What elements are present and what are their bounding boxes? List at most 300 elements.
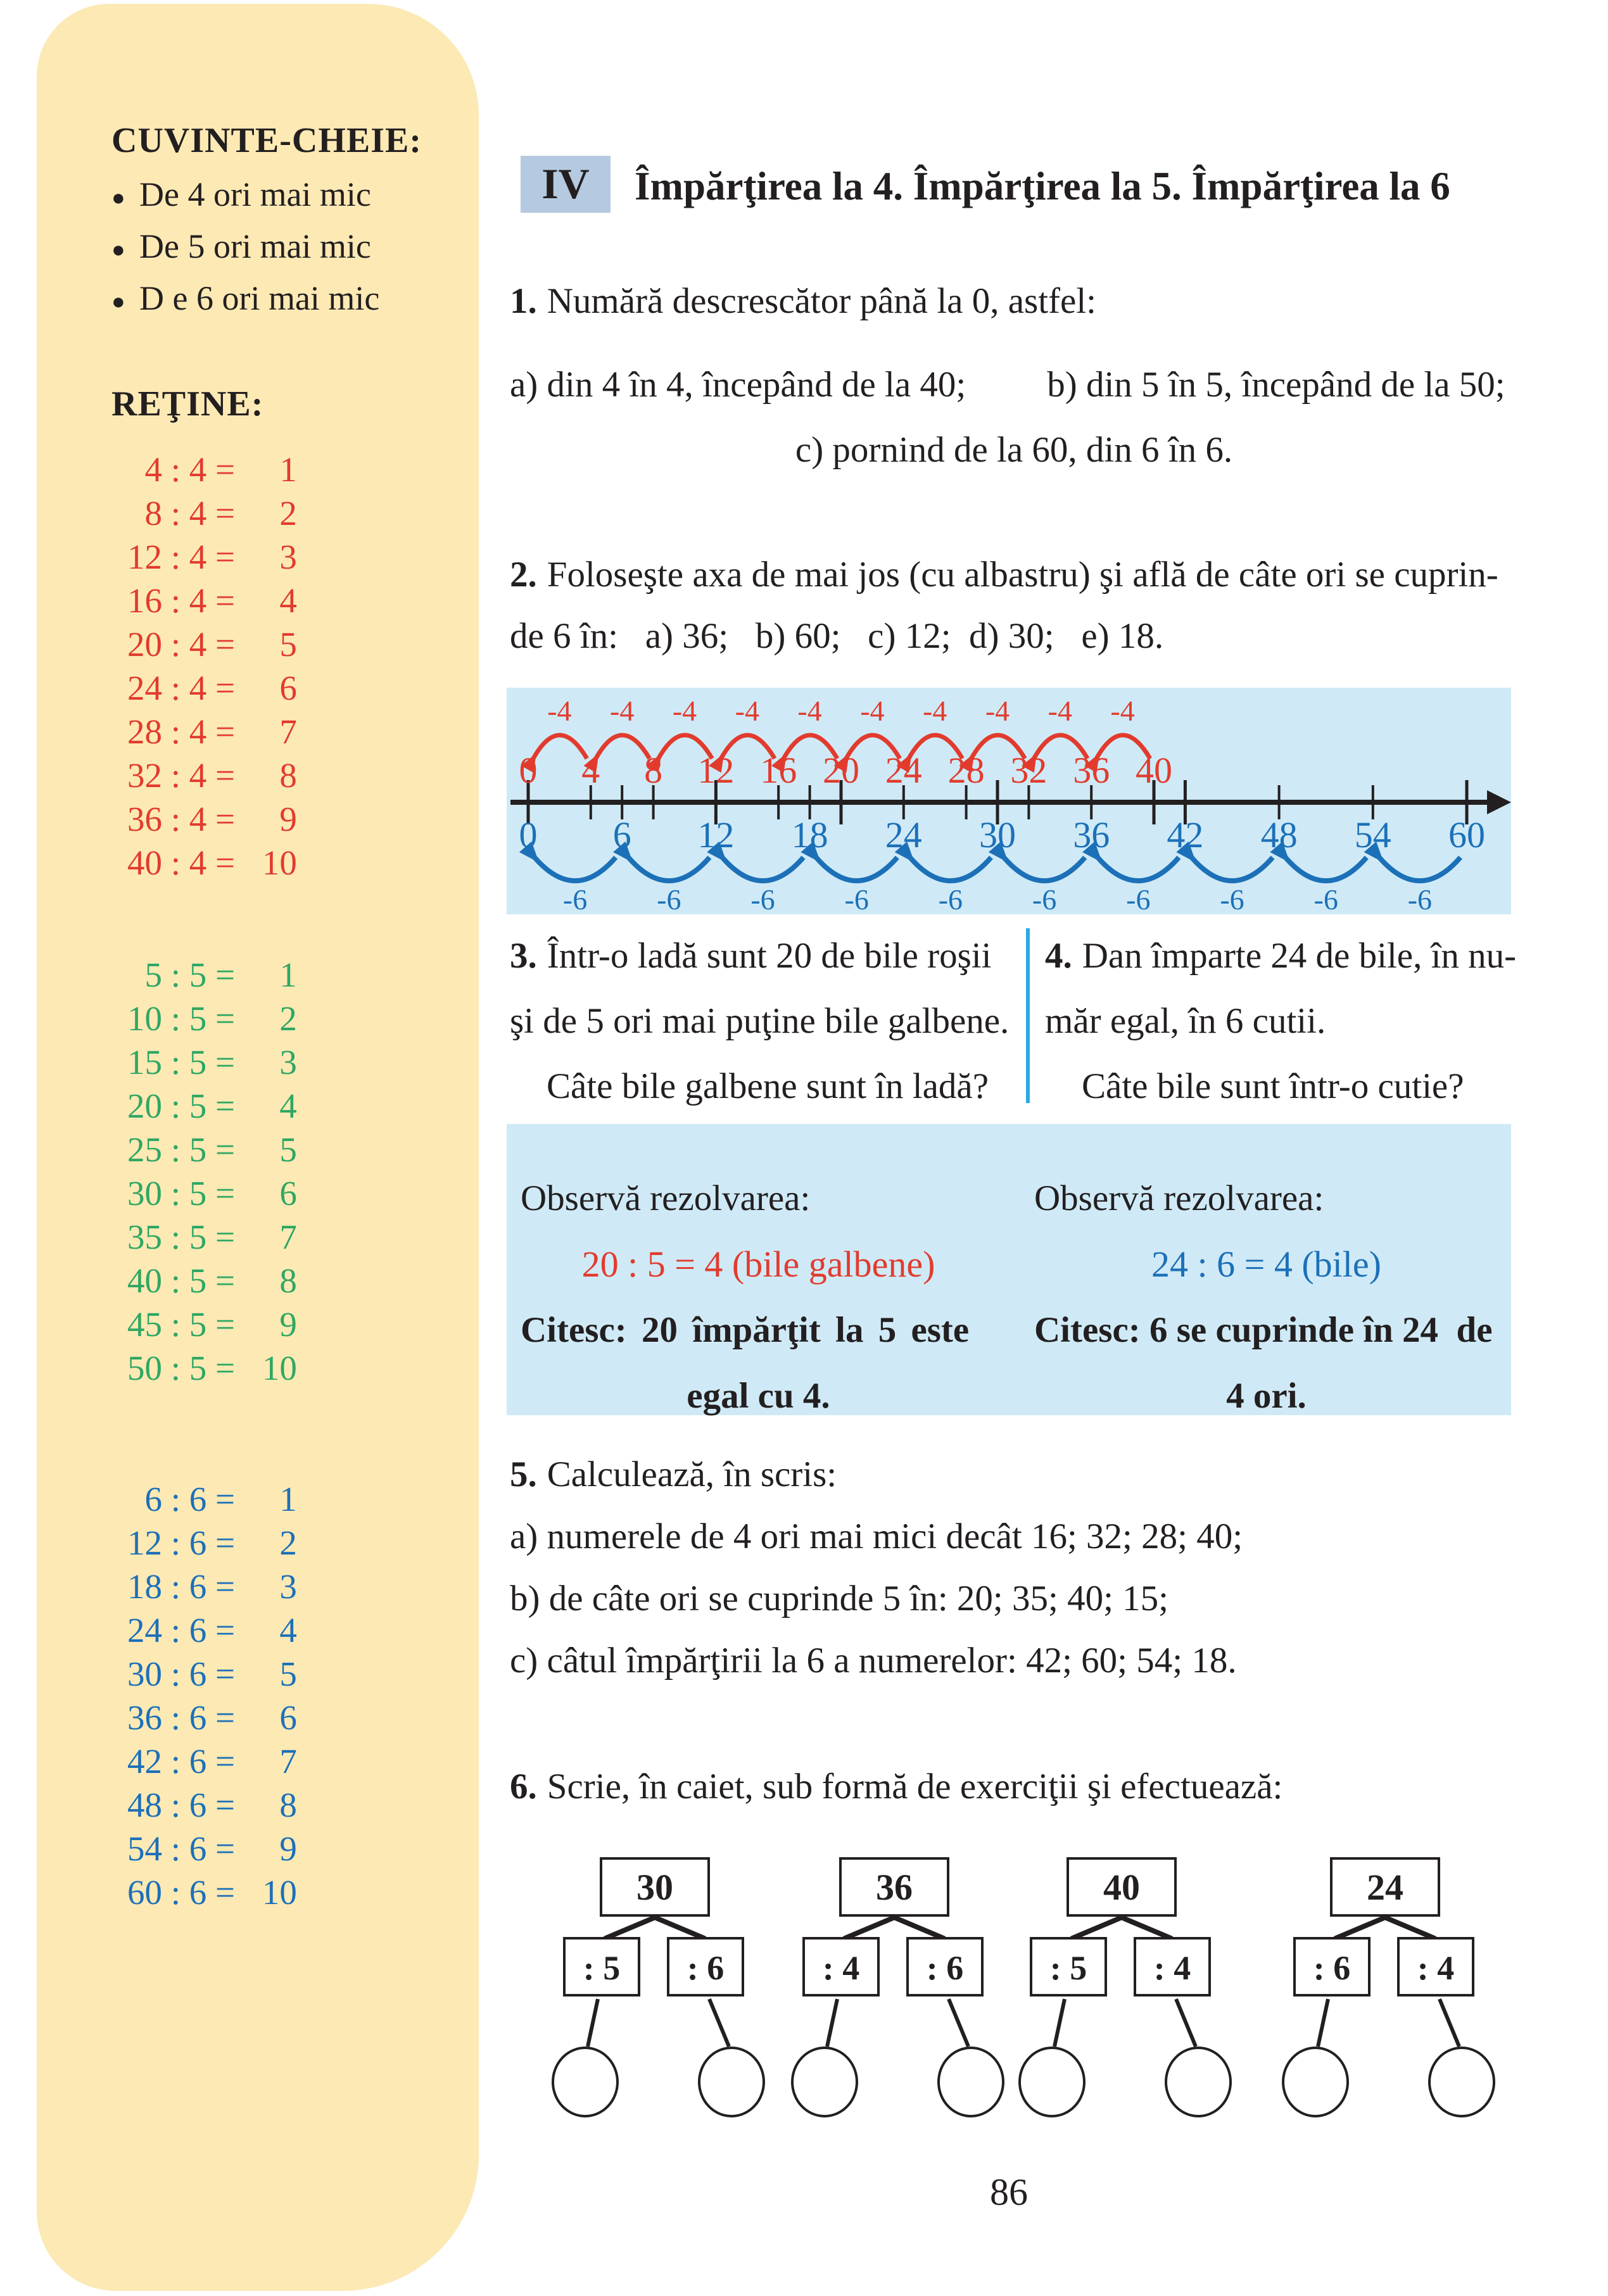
division-fact-row <box>111 1739 460 1783</box>
dividend: 42 <box>127 1742 162 1781</box>
exercise-3-question: Câte bile galbene sunt în ladă? <box>547 1066 989 1106</box>
equals: = <box>206 843 244 883</box>
quotient: 1 <box>279 956 297 995</box>
equals: = <box>206 1567 244 1606</box>
operator: : <box>162 1349 189 1388</box>
operator: : <box>162 494 189 533</box>
quotient: 1 <box>279 450 297 489</box>
dividend: 20 <box>127 1087 162 1126</box>
connector-line <box>1440 1999 1459 2047</box>
dividend: 24 <box>127 1611 162 1650</box>
division-fact-row <box>111 579 460 622</box>
quotient: 4 <box>279 581 297 621</box>
red-axis-number: 36 <box>1073 750 1110 791</box>
red-axis-number: 16 <box>760 750 797 791</box>
equals: = <box>206 1480 244 1519</box>
division-fact-row <box>111 1870 460 1914</box>
operator: : <box>162 1698 189 1738</box>
exercise-text: Scrie, în caiet, sub formă de exerciţii şi efectuează: <box>547 1767 1283 1807</box>
tree-divisor-label: : 4 <box>822 1949 860 1987</box>
quotient: 5 <box>279 1655 297 1694</box>
equals: = <box>206 756 244 795</box>
red-axis-number: 20 <box>823 750 859 791</box>
equals: = <box>206 538 244 577</box>
red-jump-label: -4 <box>610 695 635 727</box>
solution-reading-line1: Citesc: 6 se cuprinde în 24 de <box>1034 1310 1493 1350</box>
quotient: 6 <box>279 669 297 708</box>
solution-reading-line2: 4 ori. <box>1226 1376 1307 1416</box>
equals: = <box>206 1611 244 1650</box>
quotient: 9 <box>279 800 297 839</box>
exercise-5-item-a: a) numerele de 4 ori mai mici decât 16; 32; 28; 40; <box>510 1517 1243 1556</box>
divisor: 6 <box>189 1698 207 1738</box>
dividend: 4 <box>144 450 162 489</box>
dividend: 54 <box>127 1829 162 1869</box>
operator: : <box>162 625 189 664</box>
operator: : <box>162 1567 189 1606</box>
tree-top-number: 40 <box>1103 1867 1140 1908</box>
quotient: 2 <box>279 1523 297 1563</box>
exercise-3-line2: şi de 5 ori mai puţine bile galbene. <box>510 1001 1010 1041</box>
blue-jump-label: -6 <box>1314 883 1338 914</box>
result-circle <box>939 2048 1003 2116</box>
dividend: 10 <box>127 999 162 1038</box>
equals: = <box>206 494 244 533</box>
equals: = <box>206 625 244 664</box>
blue-jump-arc <box>1098 857 1179 881</box>
red-jump-label: -4 <box>1110 695 1135 727</box>
exercise-item-a: a) din 4 în 4, începând de la 40; <box>510 365 966 405</box>
blue-jump-arc <box>1004 857 1085 881</box>
division-tree-figure <box>519 1855 1520 2153</box>
quotient: 8 <box>279 1786 297 1825</box>
result-circle <box>792 2048 857 2116</box>
blue-jump-label: -6 <box>938 883 963 914</box>
exercise-5-item-b: b) de câte ori se cuprinde 5 în: 20; 35; 40; 15; <box>510 1579 1168 1618</box>
divisor: 6 <box>189 1655 207 1694</box>
divisor: 5 <box>189 999 207 1038</box>
divisor: 4 <box>189 538 207 577</box>
divisor: 5 <box>189 1261 207 1301</box>
red-jump-arc <box>596 735 650 759</box>
division-table-6 <box>111 1477 460 1914</box>
dividend: 50 <box>127 1349 162 1388</box>
operator: : <box>162 1305 189 1344</box>
connector-line <box>1054 1999 1065 2047</box>
divisor: 4 <box>189 843 207 883</box>
quotient: 3 <box>279 1567 297 1606</box>
division-fact-row <box>111 1521 460 1565</box>
operator: : <box>162 1742 189 1781</box>
operator: : <box>162 956 189 995</box>
dividend: 32 <box>127 756 162 795</box>
equals: = <box>206 712 244 752</box>
operator: : <box>162 1786 189 1825</box>
red-jump-arc <box>533 735 587 759</box>
blue-jump-label: -6 <box>1407 883 1433 914</box>
division-fact-row <box>111 1040 460 1084</box>
exercise-4-line1: 4. Dan împarte 24 de bile, în nu- <box>1045 936 1517 976</box>
red-jump-label: -4 <box>923 695 947 727</box>
red-axis-number: 28 <box>947 750 985 791</box>
red-axis-number: 40 <box>1136 750 1172 791</box>
branch-line <box>1336 1918 1384 1938</box>
exercise-1-lead <box>510 279 1096 324</box>
result-circle <box>553 2048 617 2116</box>
tree-divisor-label: : 6 <box>687 1949 725 1987</box>
blue-axis-number: 30 <box>979 814 1016 855</box>
blue-jump-label: -6 <box>1032 883 1057 914</box>
divisor: 5 <box>189 1349 207 1388</box>
exercise-2-line2: de 6 în: a) 36; b) 60; c) 12; d) 30; e) 18. <box>510 616 1164 656</box>
equals: = <box>206 1523 244 1563</box>
quotient: 8 <box>279 1261 297 1301</box>
equals: = <box>206 1043 244 1082</box>
solution-right <box>1009 1124 1511 1415</box>
division-fact-row <box>111 1477 460 1521</box>
divisor: 5 <box>189 1043 207 1082</box>
dividend: 35 <box>127 1218 162 1257</box>
dividend: 60 <box>127 1873 162 1912</box>
exercise-2-line1 <box>510 552 1523 598</box>
division-fact-row <box>111 1084 460 1128</box>
operator: : <box>162 756 189 795</box>
division-fact-row <box>111 1608 460 1652</box>
numberline-panel <box>507 688 1511 914</box>
quotient: 4 <box>279 1611 297 1650</box>
division-fact-row <box>111 754 460 797</box>
blue-jump-label: -6 <box>1220 883 1244 914</box>
connector-line <box>709 1999 729 2047</box>
operator: : <box>162 1043 189 1082</box>
exercise-4 <box>1045 923 1519 1119</box>
branch-line <box>656 1918 704 1938</box>
division-fact-row <box>111 1696 460 1739</box>
solution-reading-line2: egal cu 4. <box>687 1376 830 1416</box>
result-circle <box>699 2048 764 2116</box>
dividend: 20 <box>127 625 162 664</box>
operator: : <box>162 1655 189 1694</box>
operator: : <box>162 1523 189 1563</box>
equals: = <box>206 1174 244 1213</box>
operator: : <box>162 843 189 883</box>
exercise-number: 1. <box>510 281 537 321</box>
red-jump-label: -4 <box>797 695 822 727</box>
dividend: 24 <box>127 669 162 708</box>
page-title: Împărţirea la 4. Împărţirea la 5. Împărţirea la 6 <box>635 164 1450 208</box>
equals: = <box>206 1218 244 1257</box>
branch-line <box>605 1918 654 1938</box>
dividend: 25 <box>127 1130 162 1170</box>
red-axis-number: 0 <box>519 750 538 791</box>
axis-arrow-icon <box>1487 790 1511 814</box>
blue-jump-label: -6 <box>1126 883 1151 914</box>
dividend: 48 <box>127 1786 162 1825</box>
dividend: 18 <box>127 1567 162 1606</box>
tree-divisor-label: : 5 <box>1049 1949 1087 1987</box>
connector-line <box>588 1999 598 2047</box>
tree-group <box>553 1858 764 2116</box>
red-axis-number: 32 <box>1010 750 1048 791</box>
blue-axis-number: 0 <box>519 814 538 855</box>
red-axis-number: 8 <box>644 750 663 791</box>
blue-jump-arc <box>816 857 897 881</box>
blue-jump-arc <box>628 857 709 881</box>
tree-divisor-label: : 6 <box>1313 1949 1351 1987</box>
division-fact-row <box>111 710 460 754</box>
equals: = <box>206 1698 244 1738</box>
connector-line <box>1176 1999 1196 2047</box>
blue-axis-number: 36 <box>1073 814 1110 855</box>
divisor: 4 <box>189 669 207 708</box>
keywords-list <box>111 170 460 326</box>
division-fact-row <box>111 491 460 535</box>
equals: = <box>206 1087 244 1126</box>
division-table-4 <box>111 448 460 885</box>
exercise-number: 3. <box>510 936 537 976</box>
keyword-item <box>111 274 460 326</box>
division-fact-row <box>111 666 460 710</box>
dividend: 28 <box>127 712 162 752</box>
division-fact-row <box>111 953 460 997</box>
tree-divisor-label: : 4 <box>1417 1949 1455 1987</box>
keyword-label: De 5 ori mai mic <box>139 227 371 266</box>
red-axis-number: 24 <box>885 750 922 791</box>
quotient: 6 <box>279 1174 297 1213</box>
operator: : <box>162 1130 189 1170</box>
red-jump-label: -4 <box>985 695 1010 727</box>
tree-group <box>792 1858 1003 2116</box>
divisor: 6 <box>189 1611 207 1650</box>
divisor: 4 <box>189 494 207 533</box>
quotient: 2 <box>279 999 297 1038</box>
branch-line <box>1123 1918 1171 1938</box>
division-fact-row <box>111 1215 460 1259</box>
division-fact-row <box>111 448 460 491</box>
keyword-label: De 4 ori mai mic <box>139 175 371 213</box>
equals: = <box>206 581 244 621</box>
quotient: 5 <box>279 625 297 664</box>
division-fact-row <box>111 1783 460 1827</box>
divisor: 4 <box>189 800 207 839</box>
blue-jump-label: -6 <box>750 883 775 914</box>
tree-divisor-label: : 4 <box>1153 1949 1191 1987</box>
numberline-figure <box>507 688 1511 914</box>
exercise-4-line2: măr egal, în 6 cutii. <box>1045 1001 1326 1041</box>
exercise-text: Foloseşte axa de mai jos (cu albastru) şi află de câte ori se cuprin- <box>547 555 1498 595</box>
dividend: 12 <box>127 1523 162 1563</box>
exercise-5-item-c: c) câtul împărţirii la 6 a numerelor: 42; 60; 54; 18. <box>510 1641 1237 1681</box>
exercise-4-question: Câte bile sunt într-o cutie? <box>1082 1066 1464 1106</box>
divisor: 4 <box>189 756 207 795</box>
solution-heading: Observă rezolvarea: <box>521 1178 811 1218</box>
result-circle <box>1166 2048 1231 2116</box>
divisor: 6 <box>189 1523 207 1563</box>
dividend: 6 <box>144 1480 162 1519</box>
red-axis-number: 12 <box>697 750 735 791</box>
quotient: 6 <box>279 1698 297 1738</box>
dividend: 12 <box>127 538 162 577</box>
keyword-item <box>111 222 460 274</box>
blue-jump-arc <box>535 857 616 881</box>
branch-line <box>896 1918 944 1938</box>
division-fact-row <box>111 1827 460 1870</box>
keywords-title: CUVINTE-CHEIE: <box>111 121 422 160</box>
result-circle <box>1020 2048 1084 2116</box>
equals: = <box>206 999 244 1038</box>
red-jump-label: -4 <box>547 695 572 727</box>
connector-line <box>949 1999 968 2047</box>
retine-title: REŢINE: <box>111 384 264 424</box>
bullet-icon: ● <box>111 289 125 315</box>
equals: = <box>206 669 244 708</box>
exercise-number: 4. <box>1045 936 1072 976</box>
exercise-number: 5. <box>510 1454 537 1494</box>
operator: : <box>162 1261 189 1301</box>
division-fact-row <box>111 1565 460 1608</box>
division-fact-row <box>111 1128 460 1171</box>
result-circle <box>1429 2048 1494 2116</box>
divisor: 5 <box>189 1087 207 1126</box>
exercise-1-items-ab <box>510 362 1505 408</box>
exercise-3-line1: 3. Într-o ladă sunt 20 de bile roşii <box>510 936 992 976</box>
keyword-item <box>111 170 460 222</box>
solution-left <box>507 1124 1009 1415</box>
keywords-sidebar <box>37 4 479 2291</box>
tree-top-number: 30 <box>636 1867 673 1908</box>
operator: : <box>162 1611 189 1650</box>
quotient: 2 <box>279 494 297 533</box>
equals: = <box>206 1786 244 1825</box>
quotient: 3 <box>279 1043 297 1082</box>
dividend: 16 <box>127 581 162 621</box>
blue-jump-arc <box>1191 857 1272 881</box>
divisor: 5 <box>189 1218 207 1257</box>
division-table-5 <box>111 953 460 1390</box>
divisor: 4 <box>189 712 207 752</box>
blue-axis-number: 24 <box>885 814 922 855</box>
equals: = <box>206 1873 244 1912</box>
divisor: 4 <box>189 581 207 621</box>
division-fact-row <box>111 1259 460 1303</box>
operator: : <box>162 712 189 752</box>
division-tree-diagram <box>519 1855 1520 2153</box>
branch-line <box>845 1918 893 1938</box>
divisor: 6 <box>189 1829 207 1869</box>
operator: : <box>162 1480 189 1519</box>
dividend: 40 <box>127 843 162 883</box>
column-divider <box>1026 928 1030 1103</box>
red-jump-label: -4 <box>672 695 697 727</box>
tree-divisor-label: : 6 <box>926 1949 964 1987</box>
branch-line <box>1072 1918 1120 1938</box>
bullet-icon: ● <box>111 185 125 211</box>
divisor: 6 <box>189 1480 207 1519</box>
division-fact-row <box>111 1652 460 1696</box>
quotient: 4 <box>279 1087 297 1126</box>
blue-jump-arc <box>910 857 991 881</box>
result-circle <box>1283 2048 1348 2116</box>
blue-jump-arc <box>1286 857 1367 881</box>
solution-reading-line1: Citesc: 20 împărţit la 5 este <box>521 1310 970 1350</box>
solution-panel <box>507 1124 1511 1415</box>
exercise-5 <box>510 1444 1523 1692</box>
blue-axis-number: 54 <box>1354 814 1391 855</box>
quotient: 1 <box>279 1480 297 1519</box>
dividend: 36 <box>127 800 162 839</box>
chapter-badge: IV <box>521 156 611 213</box>
division-fact-row <box>111 841 460 885</box>
equals: = <box>206 1655 244 1694</box>
operator: : <box>162 538 189 577</box>
equals: = <box>206 450 244 489</box>
solution-formula: 20 : 5 = 4 (bile galbene) <box>581 1244 935 1285</box>
quotient: 3 <box>279 538 297 577</box>
dividend: 45 <box>127 1305 162 1344</box>
divisor: 6 <box>189 1742 207 1781</box>
dividend: 8 <box>144 494 162 533</box>
divisor: 5 <box>189 956 207 995</box>
blue-jump-label: -6 <box>844 883 869 914</box>
divisor: 4 <box>189 450 207 489</box>
divisor: 6 <box>189 1873 207 1912</box>
blue-axis-number: 48 <box>1260 814 1298 855</box>
dividend: 40 <box>127 1261 162 1301</box>
dividend: 5 <box>144 956 162 995</box>
equals: = <box>206 1349 244 1388</box>
division-fact-row <box>111 1303 460 1346</box>
blue-jump-arc <box>722 857 803 881</box>
operator: : <box>162 450 189 489</box>
division-fact-row <box>111 997 460 1040</box>
solution-heading: Observă rezolvarea: <box>1034 1178 1324 1218</box>
exercise-number: 6. <box>510 1767 537 1807</box>
equals: = <box>206 1742 244 1781</box>
equals: = <box>206 1829 244 1869</box>
equals: = <box>206 956 244 995</box>
operator: : <box>162 581 189 621</box>
exercise-5-lead: 5. Calculează, în scris: <box>510 1454 837 1494</box>
equals: = <box>206 1305 244 1344</box>
blue-axis-number: 60 <box>1448 814 1485 855</box>
quotient: 10 <box>262 843 297 883</box>
operator: : <box>162 1218 189 1257</box>
operator: : <box>162 1087 189 1126</box>
divisor: 6 <box>189 1786 207 1825</box>
dividend: 36 <box>127 1698 162 1738</box>
red-axis-number: 4 <box>581 750 600 791</box>
quotient: 10 <box>262 1873 297 1912</box>
exercise-text: Numără descrescător până la 0, astfel: <box>547 281 1096 321</box>
blue-axis-number: 12 <box>697 814 735 855</box>
solution-formula: 24 : 6 = 4 (bile) <box>1151 1244 1381 1285</box>
tree-divisor-label: : 5 <box>583 1949 621 1987</box>
equals: = <box>206 1261 244 1301</box>
blue-jump-label: -6 <box>657 883 681 914</box>
quotient: 8 <box>279 756 297 795</box>
connector-line <box>827 1999 837 2047</box>
blue-jump-label: -6 <box>562 883 588 914</box>
exercise-number: 2. <box>510 555 537 595</box>
exercise-3 <box>510 923 1023 1119</box>
bullet-icon: ● <box>111 237 125 263</box>
tree-group <box>1020 1858 1231 2116</box>
red-jump-label: -4 <box>860 695 885 727</box>
tree-top-number: 24 <box>1367 1867 1403 1908</box>
divisor: 6 <box>189 1567 207 1606</box>
operator: : <box>162 800 189 839</box>
red-jump-label: -4 <box>735 695 759 727</box>
